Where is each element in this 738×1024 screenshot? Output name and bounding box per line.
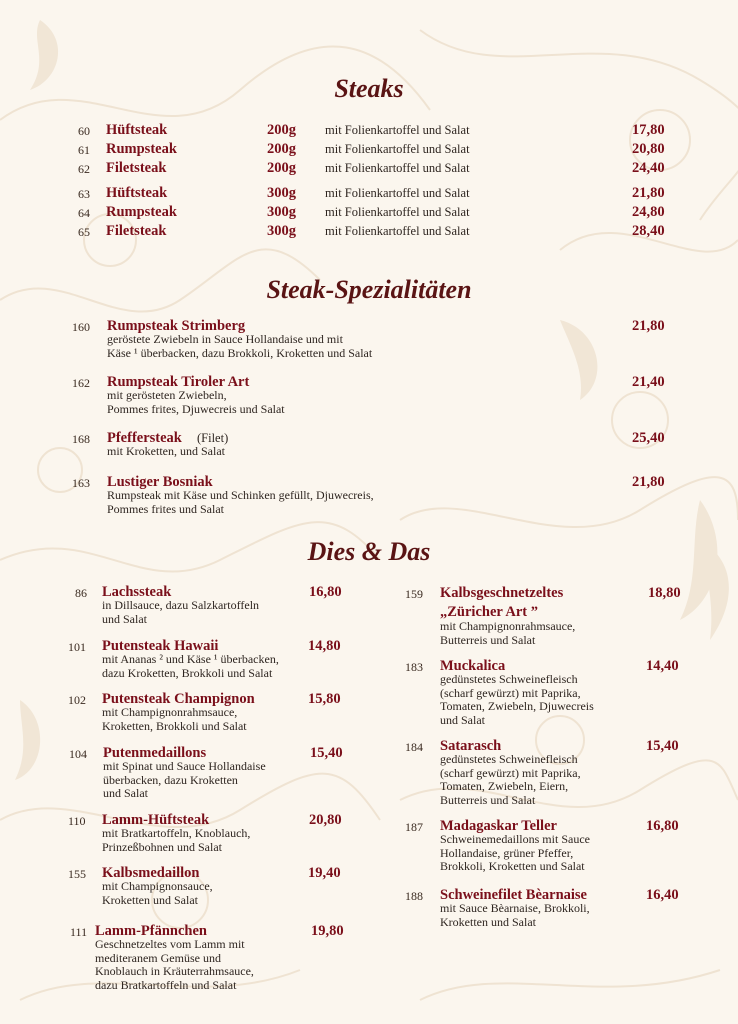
item-number: 159 xyxy=(405,587,423,601)
item-description-line: geröstete Zwiebeln in Sauce Hollandaise und mit xyxy=(107,332,343,346)
item-description-line: Brokkoli, Kroketten und Salat xyxy=(440,859,585,873)
item-description-line: und Salat xyxy=(103,786,148,800)
item-name: Lustiger Bosniak xyxy=(107,474,213,490)
item-description-line: Butterreis und Salat xyxy=(440,792,536,807)
item-description: mit Folienkartoffel und Salat xyxy=(325,186,470,200)
item-description-line: dazu Bratkartoffeln und Salat xyxy=(95,977,237,992)
item-weight: 200g xyxy=(267,122,296,138)
item-price: 20,80 xyxy=(309,812,342,828)
item-description-line: Pommes frites, Djuwecreis und Salat xyxy=(107,401,285,416)
item-name: Filetsteak xyxy=(106,223,167,239)
item-description-line: mit Champignonrahmsauce, xyxy=(102,705,238,719)
item-number: 187 xyxy=(405,820,423,834)
section-title-steak-specialties: Steak-Spezialitäten xyxy=(266,275,472,304)
item-note: (Filet) xyxy=(197,431,229,445)
item-description-line: dazu Kroketten, Brokkoli und Salat xyxy=(102,665,273,680)
item-name: Rumpsteak Tiroler Art xyxy=(107,374,250,390)
item-price: 14,80 xyxy=(308,638,341,654)
item-description-line: gedünstetes Schweinefleisch xyxy=(440,752,578,766)
item-number: 163 xyxy=(72,476,90,490)
item-description-line: Käse ¹ überbacken, dazu Brokkoli, Kroketten und Salat xyxy=(107,345,373,360)
item-description-line: Knoblauch in Kräuterrahmsauce, xyxy=(95,964,254,978)
item-name: Putenmedaillons xyxy=(103,745,207,761)
item-weight: 300g xyxy=(267,204,296,220)
item-price: 21,40 xyxy=(632,374,665,390)
item-number: 111 xyxy=(70,925,88,939)
item-name: Kalbsgeschnetzeltes xyxy=(440,585,564,601)
item-number: 110 xyxy=(68,814,86,828)
item-description-line: Kroketten und Salat xyxy=(102,892,198,907)
item-weight: 300g xyxy=(267,223,296,239)
item-name: Hüftsteak xyxy=(106,122,168,138)
item-description-line: Tomaten, Zwiebeln, Eiern, xyxy=(440,779,569,793)
item-number: 62 xyxy=(78,162,90,176)
item-number: 188 xyxy=(405,889,423,903)
item-description-line: mit Kroketten, und Salat xyxy=(107,444,225,458)
item-description-line: Schweinemedaillons mit Sauce xyxy=(440,832,590,846)
item-number: 64 xyxy=(78,206,90,220)
item-description-line: Hollandaise, grüner Pfeffer, xyxy=(440,845,574,860)
item-description-line: mit Ananas ² und Käse ¹ überbacken, xyxy=(102,652,279,666)
item-number: 184 xyxy=(405,740,423,754)
item-price: 24,80 xyxy=(632,204,665,220)
item-name: Putensteak Hawaii xyxy=(102,638,219,654)
item-number: 168 xyxy=(72,432,90,446)
item-price: 15,40 xyxy=(646,738,679,754)
item-description-line: und Salat xyxy=(102,611,147,626)
item-name: Lamm-Hüftsteak xyxy=(102,812,210,828)
item-price: 15,40 xyxy=(310,745,343,761)
item-description-line: in Dillsauce, dazu Salzkartoffeln xyxy=(102,598,260,612)
item-description-line: mit Spinat und Sauce Hollandaise xyxy=(103,759,266,773)
item-number: 60 xyxy=(78,124,90,138)
item-price: 16,40 xyxy=(646,887,679,903)
item-description-line: Rumpsteak mit Käse und Schinken gefüllt, Djuwecreis, xyxy=(107,488,374,502)
item-description-line: mit Bratkartoffeln, Knoblauch, xyxy=(102,826,251,840)
item-description-line: Tomaten, Zwiebeln, Djuwecreis xyxy=(440,699,594,713)
item-number: 61 xyxy=(78,143,90,157)
item-price: 19,80 xyxy=(311,923,344,939)
item-description-line: mit Sauce Bèarnaise, Brokkoli, xyxy=(440,901,590,915)
item-description-line: mit gerösteten Zwiebeln, xyxy=(107,388,227,402)
item-description-line: mit Champignonsauce, xyxy=(102,879,213,893)
item-number: 160 xyxy=(72,320,90,334)
item-price: 15,80 xyxy=(308,691,341,707)
item-number: 101 xyxy=(68,640,86,654)
item-price: 14,40 xyxy=(646,658,679,674)
item-price: 18,80 xyxy=(648,585,681,601)
section-title-dies-und-das: Dies & Das xyxy=(307,537,431,566)
section-title-steaks: Steaks xyxy=(334,74,404,103)
item-price: 21,80 xyxy=(632,474,665,490)
item-description-line: überbacken, dazu Kroketten xyxy=(103,772,238,787)
item-description-line: Prinzeßbohnen und Salat xyxy=(102,839,222,854)
item-description-line: Kroketten, Brokkoli und Salat xyxy=(102,718,247,733)
item-weight: 200g xyxy=(267,160,296,176)
item-number: 162 xyxy=(72,376,90,390)
item-description-line: (scharf gewürzt) mit Paprika, xyxy=(440,685,581,700)
item-description-line: mediteranem Gemüse und xyxy=(95,950,221,965)
item-description: mit Folienkartoffel und Salat xyxy=(325,123,470,137)
item-name: Lamm-Pfännchen xyxy=(95,923,207,939)
item-description-line: Pommes frites und Salat xyxy=(107,501,224,516)
item-description-line: Kroketten und Salat xyxy=(440,914,536,929)
item-price: 17,80 xyxy=(632,122,665,138)
item-number: 102 xyxy=(68,693,86,707)
item-description: mit Folienkartoffel und Salat xyxy=(325,224,470,238)
item-name: Pfeffersteak xyxy=(107,430,182,446)
item-number: 155 xyxy=(68,867,86,881)
item-number: 86 xyxy=(75,586,87,600)
item-description: mit Folienkartoffel und Salat xyxy=(325,142,470,156)
item-name: Madagaskar Teller xyxy=(440,818,557,834)
item-description-line: Butterreis und Salat xyxy=(440,632,536,647)
item-description-line: und Salat xyxy=(440,712,485,727)
item-name: Schweinefilet Bèarnaise xyxy=(440,887,587,903)
item-description-line: mit Champignonrahmsauce, xyxy=(440,619,576,633)
item-weight: 300g xyxy=(267,185,296,201)
item-description-line: Geschnetzeltes vom Lamm mit xyxy=(95,937,245,951)
item-price: 16,80 xyxy=(309,584,342,600)
item-description-line: (scharf gewürzt) mit Paprika, xyxy=(440,765,581,780)
item-price: 28,40 xyxy=(632,223,665,239)
item-description: mit Folienkartoffel und Salat xyxy=(325,161,470,175)
item-price: 24,40 xyxy=(632,160,665,176)
item-name: Rumpsteak xyxy=(106,141,177,157)
item-name: Rumpsteak xyxy=(106,204,177,220)
item-name: Rumpsteak Strimberg xyxy=(107,318,246,334)
item-description: mit Folienkartoffel und Salat xyxy=(325,205,470,219)
item-description-line: gedünstetes Schweinefleisch xyxy=(440,672,578,686)
item-number: 183 xyxy=(405,660,423,674)
item-name: Muckalica xyxy=(440,658,506,674)
item-name: Kalbsmedaillon xyxy=(102,865,200,881)
item-name: Filetsteak xyxy=(106,160,167,176)
item-name: Putensteak Champignon xyxy=(102,691,255,707)
item-price: 25,40 xyxy=(632,430,665,446)
item-name: Hüftsteak xyxy=(106,185,168,201)
item-price: 19,40 xyxy=(308,865,341,881)
item-price: 21,80 xyxy=(632,185,665,201)
item-price: 21,80 xyxy=(632,318,665,334)
item-name: Lachssteak xyxy=(102,584,172,600)
item-number: 65 xyxy=(78,225,90,239)
item-number: 104 xyxy=(69,747,87,761)
item-name-subtitle: „Züricher Art ” xyxy=(440,604,538,620)
item-price: 20,80 xyxy=(632,141,665,157)
item-weight: 200g xyxy=(267,141,296,157)
item-name: Satarasch xyxy=(440,738,502,754)
item-number: 63 xyxy=(78,187,90,201)
item-price: 16,80 xyxy=(646,818,679,834)
